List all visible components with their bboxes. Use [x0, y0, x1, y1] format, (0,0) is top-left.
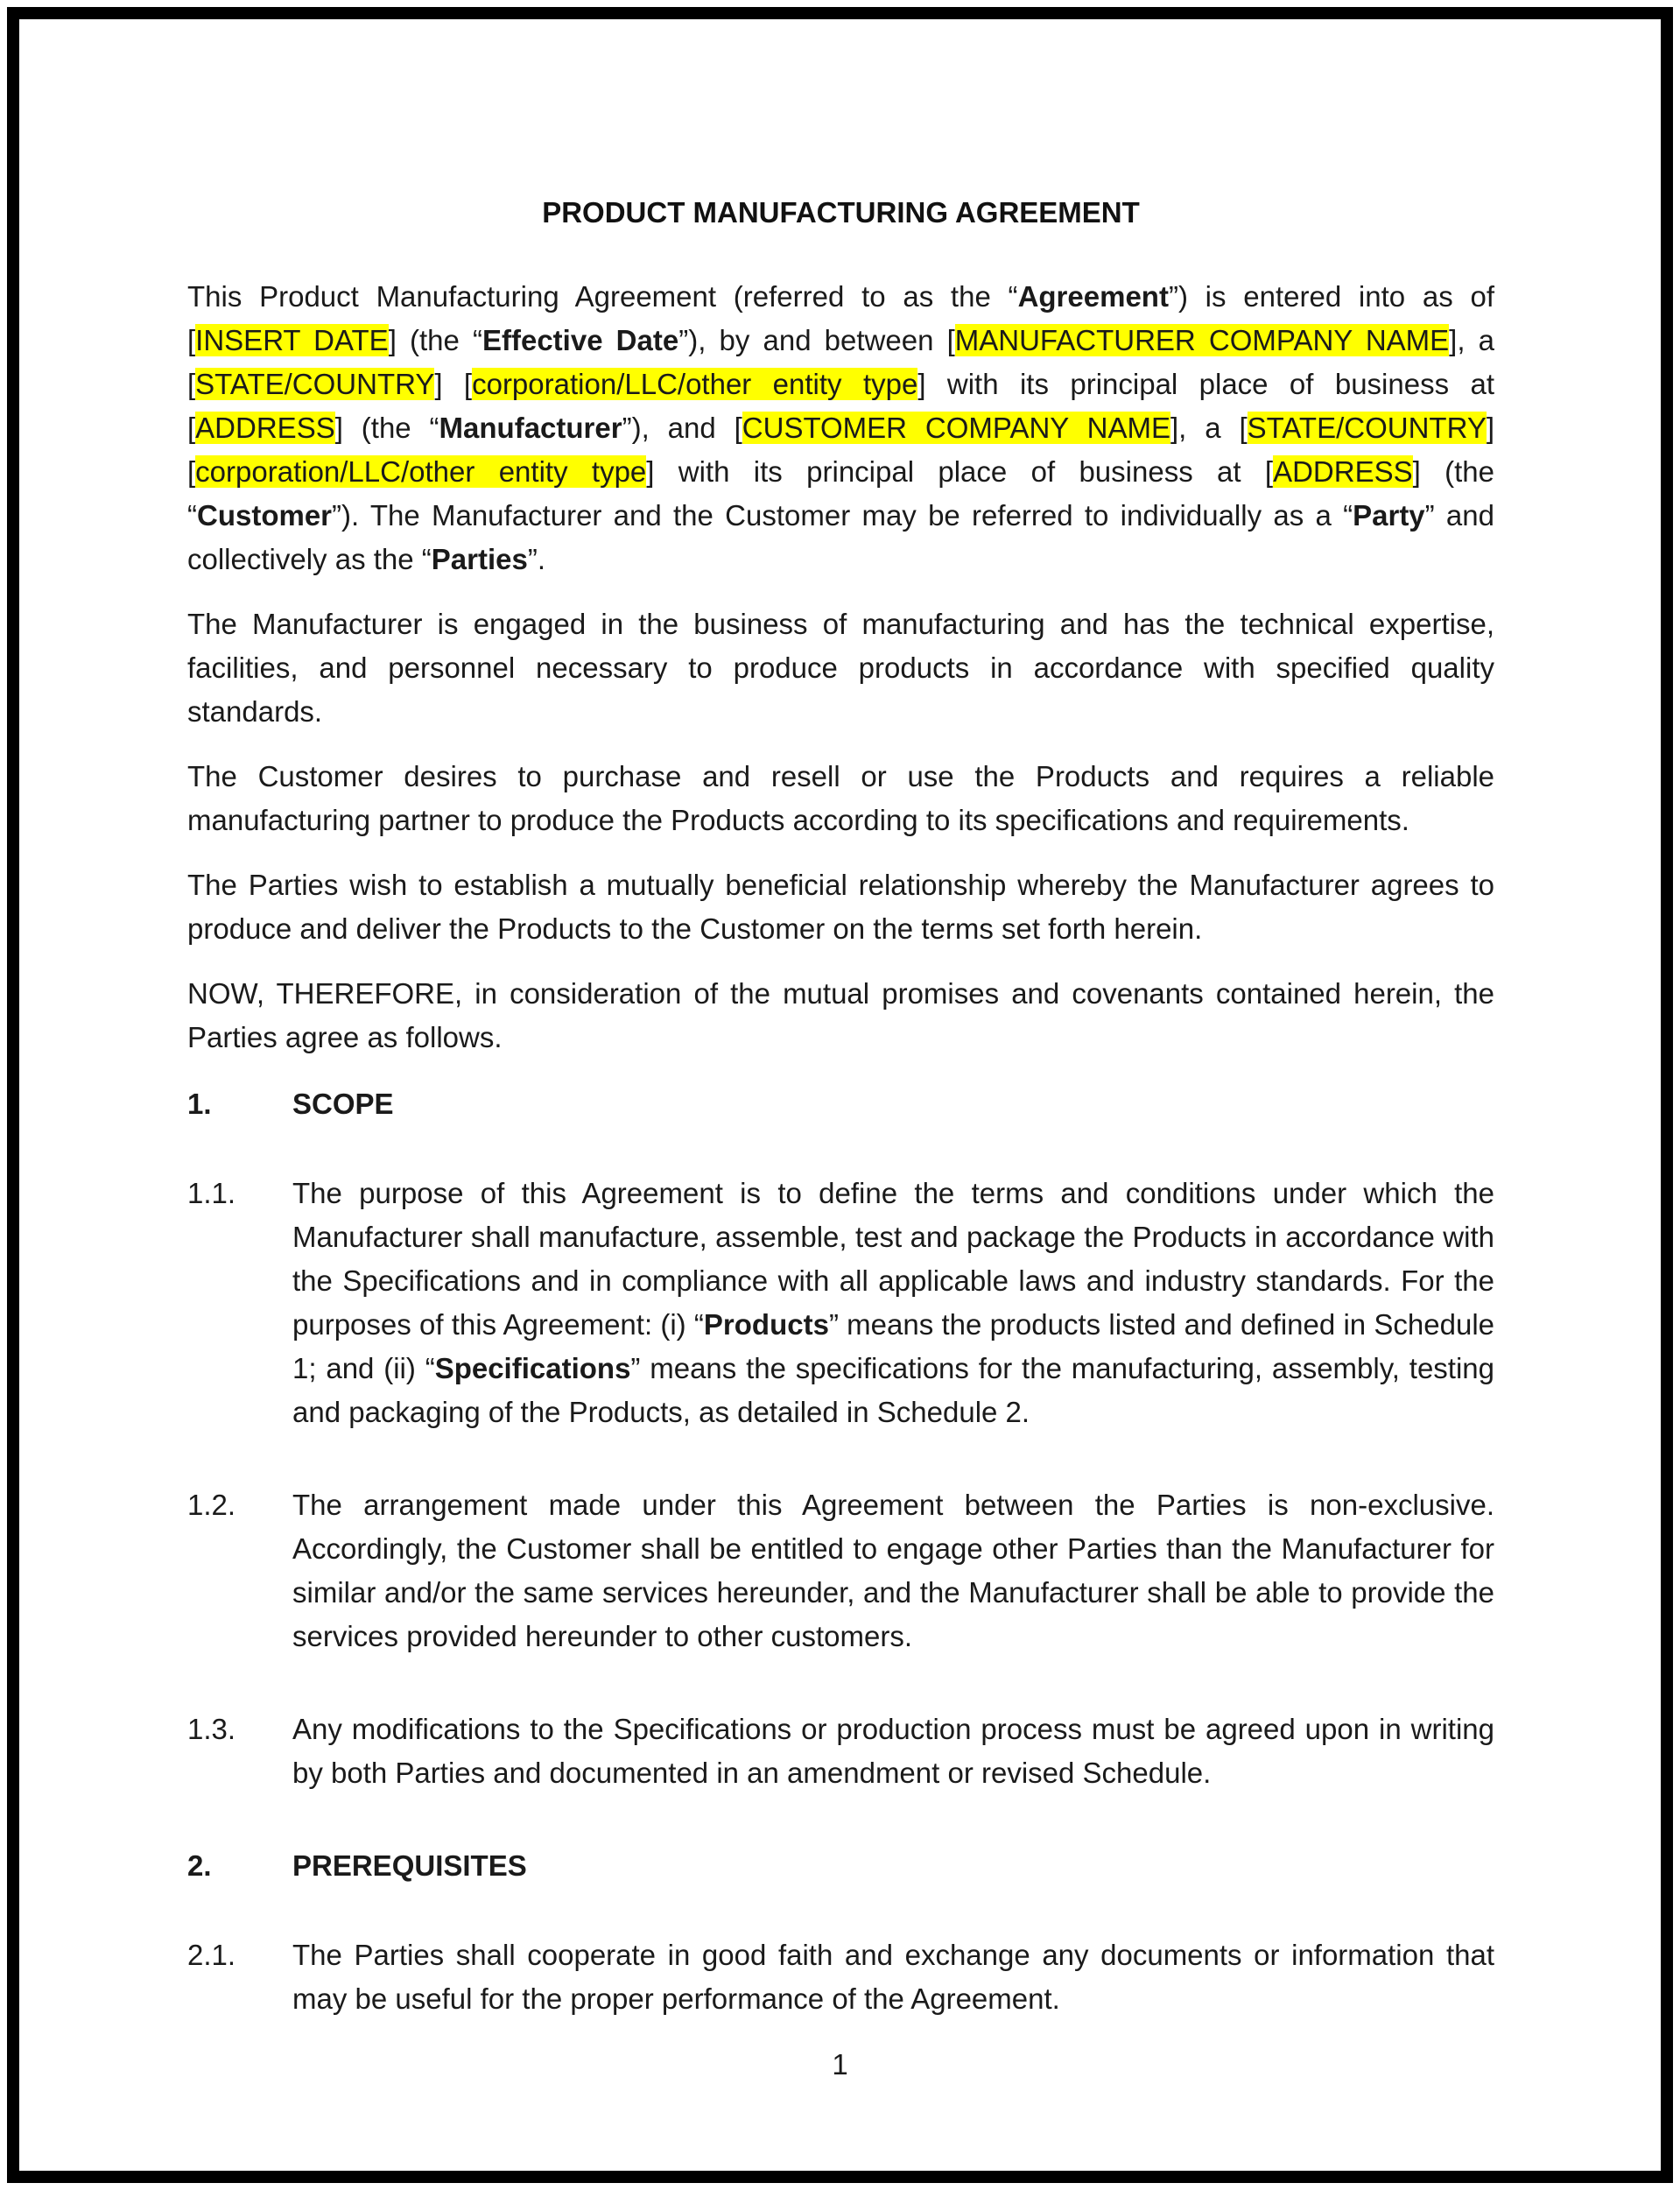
text-run: Any modifications to the Specifications or production process must be agreed upon in writing by both Parties and documented in an amendment or revised Schedule.: [292, 1713, 1494, 1789]
text-run: ” means the specifications for the manufacturing, assembly, testing and packaging of the Products, as detailed in Schedule 2.: [292, 1352, 1495, 1428]
document-content: [187, 191, 1494, 2070]
section-heading-prerequisites: [187, 1844, 1494, 1888]
clause-1-1: [187, 1172, 1494, 1434]
bold-run: Manufacturer: [439, 412, 622, 444]
text-run: ], a [: [1170, 412, 1248, 444]
bold-run: Agreement: [1017, 280, 1169, 313]
text-run: The Customer desires to purchase and resell or use the Products and requires a reliable manufacturing partner to produce the Products according to its specifications and requirements.: [187, 760, 1494, 836]
text-run: ”), by and between [: [678, 324, 955, 356]
text-run: NOW, THEREFORE, in consideration of the mutual promises and covenants contained herein, the Parties agree as follows.: [187, 977, 1494, 1053]
placeholder-highlight: corporation/LLC/other entity type: [195, 455, 647, 488]
placeholder-highlight: ADDRESS: [1273, 455, 1413, 488]
placeholder-highlight: STATE/COUNTRY: [1247, 412, 1487, 444]
text-run: ] (the “: [187, 455, 1494, 532]
text-run: ”.: [527, 543, 546, 575]
placeholder-highlight: STATE/COUNTRY: [195, 368, 435, 400]
clause-1-3: [187, 1708, 1494, 1795]
placeholder-highlight: ADDRESS: [195, 412, 335, 444]
recital-manufacturer: [187, 602, 1494, 734]
recital-parties: [187, 863, 1494, 951]
intro-paragraph: [187, 275, 1494, 581]
bold-run: Parties: [431, 543, 528, 575]
text-run: ] (the “: [388, 324, 482, 356]
bold-run: Customer: [197, 499, 333, 532]
text-run: ] with its principal place of business at [: [187, 368, 1494, 444]
text-run: This Product Manufacturing Agreement (referred to as the “: [187, 280, 1018, 313]
text-run: ”), and [: [622, 412, 742, 444]
recital-customer: [187, 755, 1494, 842]
placeholder-highlight: CUSTOMER COMPANY NAME: [742, 412, 1170, 444]
bold-run: Effective Date: [482, 324, 679, 356]
section-number: 1.: [187, 1088, 212, 1120]
text-run: ] [: [434, 368, 473, 400]
bold-run: Specifications: [434, 1352, 631, 1384]
text-run: The Parties wish to establish a mutually beneficial relationship whereby the Manufacturer agrees to produce and deliver the Products to the Customer on the terms set forth herein.: [187, 869, 1494, 945]
text-run: The purpose of this Agreement is to define the terms and conditions under which the Manufacturer shall manufacture, assemble, test and package the Products in accordance with the Specifications and in compliance with all applicable laws and industry standards. For the purposes of this Agreement: (i) “: [292, 1177, 1494, 1341]
text-run: ] with its principal place of business at [: [646, 455, 1274, 488]
page-number: 1: [832, 2048, 848, 2081]
text-run: ” and collectively as the “: [187, 499, 1494, 575]
text-run: ], a [: [187, 324, 1494, 400]
clause-number: 1.1.: [187, 1177, 236, 1209]
clause-number: 1.3.: [187, 1713, 236, 1745]
section-heading-scope: [187, 1082, 1494, 1126]
bold-run: Products: [703, 1308, 829, 1341]
text-run: ”) is entered into as of [: [187, 280, 1495, 356]
text-run: The Parties shall cooperate in good faith and exchange any documents or information that may be useful for the proper performance of the Agreement.: [292, 1939, 1494, 2015]
placeholder-highlight: INSERT DATE: [195, 324, 389, 356]
now-therefore-paragraph: [187, 972, 1494, 1060]
clause-number: 1.2.: [187, 1489, 236, 1521]
text-run: ] [: [187, 412, 1494, 488]
document-title: PRODUCT MANUFACTURING AGREEMENT: [542, 196, 1140, 229]
clause-1-2: [187, 1483, 1494, 1658]
section-title: PREREQUISITES: [292, 1849, 527, 1882]
clause-number: 2.1.: [187, 1939, 236, 1971]
section-number: 2.: [187, 1849, 212, 1882]
bold-run: Party: [1353, 499, 1425, 532]
text-run: ” means the products listed and defined in Schedule 1; and (ii) “: [292, 1308, 1494, 1384]
placeholder-highlight: corporation/LLC/other entity type: [472, 368, 918, 400]
text-run: The arrangement made under this Agreement between the Parties is non-exclusive. Accordingly, the Customer shall be entitled to engage other Parties than the Manufacturer for similar and/or the same services hereunder, and the Manufacturer shall be able to provide the services provided hereunder to other customers.: [292, 1489, 1494, 1652]
section-title: SCOPE: [292, 1088, 394, 1120]
document-body: [187, 275, 1494, 2021]
clause-2-1: [187, 1933, 1494, 2021]
text-run: The Manufacturer is engaged in the business of manufacturing and has the technical expertise, facilities, and personnel necessary to produce products in accordance with specified quality standards.: [187, 608, 1494, 728]
text-run: ] (the “: [334, 412, 439, 444]
placeholder-highlight: MANUFACTURER COMPANY NAME: [954, 324, 1450, 356]
document-page: [7, 7, 1673, 2183]
text-run: ”). The Manufacturer and the Customer may be referred to individually as a “: [332, 499, 1353, 532]
